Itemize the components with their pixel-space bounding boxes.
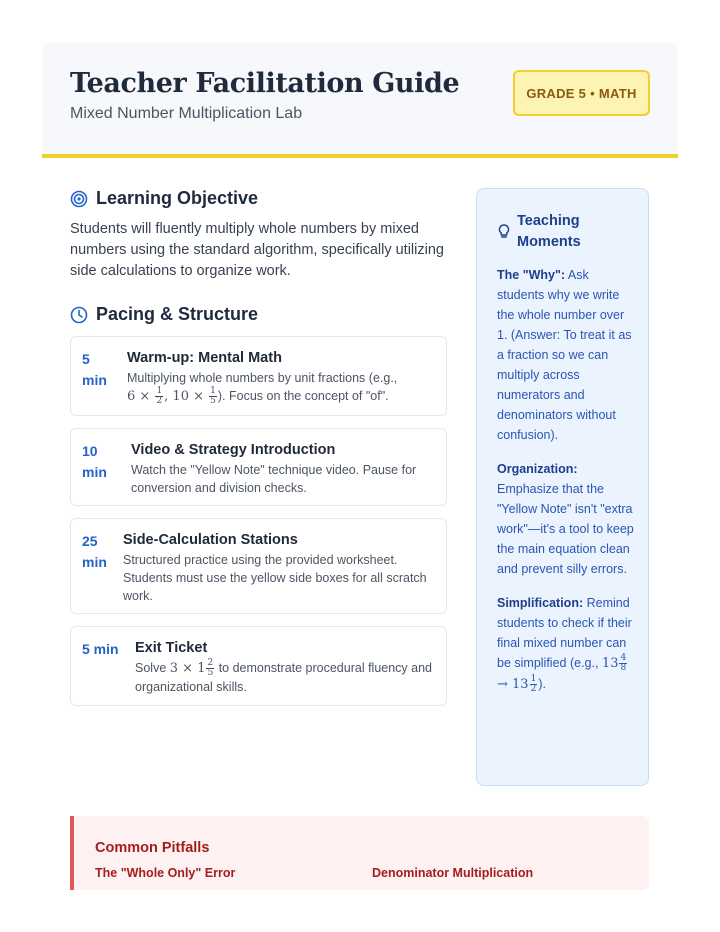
pacing-time: 5 min <box>82 351 107 388</box>
pacing-card <box>70 336 447 416</box>
pacing-title: Exit Ticket <box>135 640 208 656</box>
objective-text: Students will fluently multiply whole numbers by mixed numbers using the standard algorithm, specifically utilizing side calculations to organize work. <box>70 221 444 279</box>
header <box>42 42 678 158</box>
pacing-desc: Structured practice using the provided worksheet. Students must use the yellow side boxes for all scratch work. <box>123 553 427 603</box>
target-icon <box>70 190 88 208</box>
teaching-moments-panel <box>476 188 649 786</box>
clock-icon <box>70 306 88 324</box>
teaching-moments-heading: Teaching Moments <box>517 213 581 250</box>
pitfall-item: The "Whole Only" Error <box>95 866 236 880</box>
pacing-desc: Multiplying whole numbers by unit fractions (e.g., 6 × $\frac{1}{2}$ , 10 × $\frac{1}{5}$ ). Focus on the concept of "of". <box>127 371 398 407</box>
page-title: Teacher Facilitation Guide <box>70 68 460 99</box>
pacing-time: 10 min <box>82 443 107 480</box>
pacing-title: Side-Calculation Stations <box>123 532 298 548</box>
grade-badge: GRADE 5 • MATH <box>513 70 650 116</box>
teaching-moment: Simplification: Remind students to check if their final mixed number can be simplified (e.g., 13 $\frac{4}{8}$ → 13 $\frac{1}{2}$ ). <box>497 596 632 695</box>
pacing-time: 5 min <box>82 641 119 657</box>
pacing-heading: Pacing & Structure <box>70 304 258 325</box>
pacing-title: Video & Strategy Introduction <box>131 442 336 458</box>
pacing-time: 25 min <box>82 533 107 570</box>
objective-heading: Learning Objective <box>70 188 258 209</box>
common-pitfalls <box>70 816 649 890</box>
pitfall-item: Denominator Multiplication <box>372 866 534 880</box>
pacing-card <box>70 428 447 506</box>
page-subtitle: Mixed Number Multiplication Lab <box>70 105 303 122</box>
pacing-desc: Solve 3 × 1 $\frac{2}{5}$ to demonstrate procedural fluency and organizational skills. <box>135 658 433 695</box>
teaching-moment: Organization: Emphasize that the "Yellow Note" isn't "extra work"—it's a tool to keep the main equation clean and prevent silly errors. <box>497 462 634 576</box>
pitfalls-heading: Common Pitfalls <box>95 840 210 856</box>
pacing-card <box>70 626 447 706</box>
pacing-title: Warm-up: Mental Math <box>127 350 282 366</box>
pacing-card <box>70 518 447 614</box>
teaching-moment: The "Why": Ask students why we write the whole number over 1. (Answer: To treat it as a fraction so we can multiply across numerators and denominators without confusion). <box>497 268 632 442</box>
lightbulb-icon <box>497 223 511 243</box>
pacing-desc: Watch the "Yellow Note" technique video. Pause for conversion and division checks. <box>131 463 417 495</box>
